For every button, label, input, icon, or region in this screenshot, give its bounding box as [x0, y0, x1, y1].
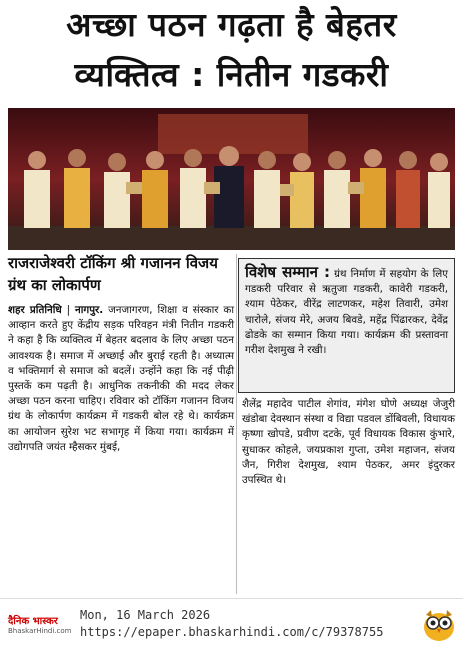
event-photo	[8, 108, 455, 250]
event-photo-illustration	[8, 108, 455, 250]
headline-line-1: अच्छा पठन गढ़ता है बेहतर	[66, 5, 397, 44]
box-text: ग्रंथ निर्माण में सहयोग के लिए गडकरी परिवार से ऋतुजा गडकरी, कावेरी गडकरी, श्याम पेठेकर, वीरेंद्र लाटणकर, महेश तिवारी, उमेश चारोले, संजय मेरे, अजय बिवडे, महेंद्र पिंढारकर, देवेंद्र ढोडके का सम्मान किया गया। कार्यक्रम की प्रस्तावना गरीश देशमुख ने रखी।	[245, 268, 448, 357]
footer	[0, 598, 463, 653]
publish-date: Mon, 16 March 2026	[80, 608, 211, 622]
publisher-logo[interactable]	[8, 613, 72, 637]
article-text-1: जनजागरण, शिक्षा व संस्कार का आव्हान करते हुए केंद्रीय सड़क परिवहन मंत्री नितीन गडकरी ने कहा है कि व्यक्तित्व में बेहतर बदलाव के लिए अच्छा पठन आवश्यक है। समाज में अच्छाई और बुराई रहती है। अध्यात्म व भक्तिमार्ग से समाज को बदलें। उन्होंने कहा कि नई पीढ़ी पुस्तकें कम पढ़ती है। आधुनिक तकनीकी की मदद लेकर अच्छा पठन करना चाहिए। रविवार को टॉकिंग गजानन विजय ग्रंथ के लोकार्पण कार्यक्रम में गडकरी बोल रहे थे। कार्यक्रम का आयोजन सुरेश भट सभागृह में किया गया। कार्यक्रम में उद्योगपति जयंत म्हैसकर मुंबई,	[8, 304, 234, 453]
article-body-column-1: शहर प्रतिनिधि | नागपुर. जनजागरण, शिक्षा व संस्कार का आव्हान करते हुए केंद्रीय सड़क परिवहन मंत्री नितीन गडकरी ने कहा है कि व्यक्तित्व में बेहतर बदलाव के लिए अच्छा पठन आवश्यक है। समाज में अच्छाई और बुराई रहती है। अध्यात्म व भक्तिमार्ग से समाज को बदलें। उन्होंने कहा कि नई पीढ़ी पुस्तकें कम पढ़ती है। आधुनिक तकनीकी की मदद लेकर अच्छा पठन करना चाहिए। रविवार को टॉकिंग गजानन विजय ग्रंथ के लोकार्पण कार्यक्रम में गडकरी बोल रहे थे। कार्यक्रम का आयोजन सुरेश भट सभागृह में किया गया। कार्यक्रम में उद्योगपति जयंत म्हैसकर मुंबई,	[8, 304, 234, 453]
subheading: राजराजेश्वरी टॉकिंग श्री गजानन विजय ग्रंथ का लोकार्पण	[8, 254, 218, 294]
logo-main-text: दैनिक भास्कर	[8, 616, 58, 627]
column-divider	[236, 254, 237, 594]
epaper-url[interactable]: https://epaper.bhaskarhindi.com/c/79378755	[80, 625, 384, 639]
logo-sub-text: BhaskarHindi.com	[8, 627, 72, 635]
headline	[0, 4, 463, 96]
special-honor-box	[238, 258, 455, 393]
article-body-column-2: शैलेंद्र महादेव पाटील शेगांव, मंगेश घोणे अध्यक्ष जेजुरी खंडोबा देवस्थान संस्था व विद्या पडवल डोंबिवली, विधायक कृष्णा खोपडे, प्रवीण दटके, पूर्व विधायक विकास कुंभारे, सुधाकर कोहले, जयप्रकाश गुप्ता, उमेश महाजन, संजय जैन, गिरीश देशमुख, श्याम पेठकर, अमर इंदुरकर उपस्थित थे।	[242, 398, 455, 487]
byline-source: शहर प्रतिनिधि	[8, 304, 62, 316]
owl-icon	[420, 605, 458, 643]
box-heading: विशेष सम्मान :	[245, 263, 331, 281]
headline-line-2: व्यक्तित्व : नितीन गडकरी	[74, 55, 389, 94]
footer-meta	[80, 607, 383, 641]
byline-place: नागपुर.	[75, 304, 104, 316]
